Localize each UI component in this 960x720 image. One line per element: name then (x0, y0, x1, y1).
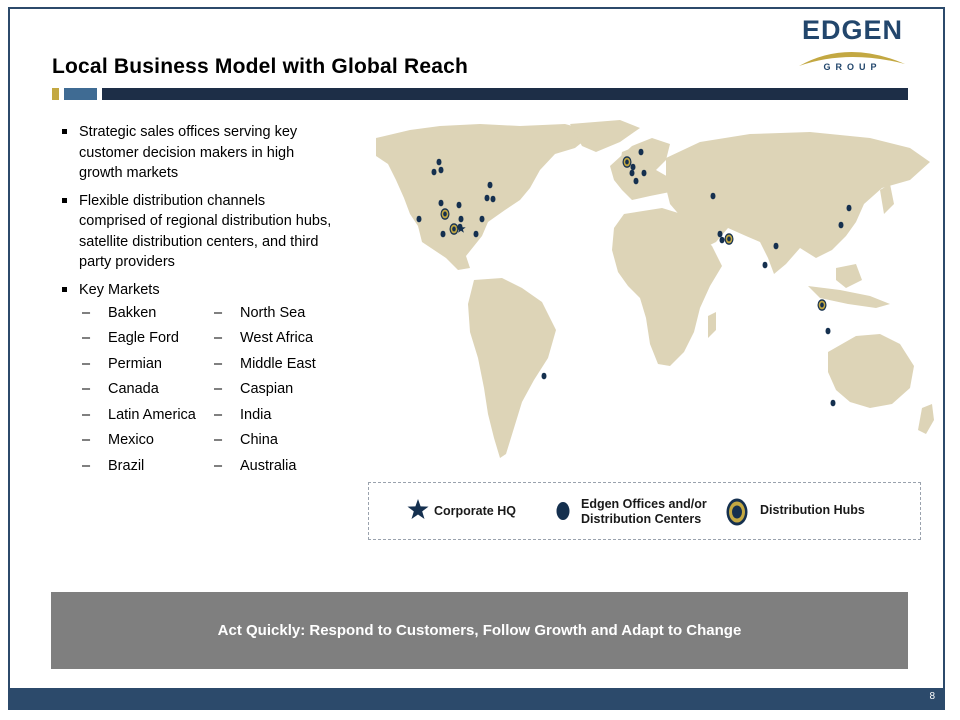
bullet-item (62, 122, 332, 184)
office-marker (711, 193, 716, 200)
tagline-banner: Act Quickly: Respond to Customers, Follow Growth and Adapt to Change (51, 592, 908, 669)
distribution-hub-marker (725, 233, 734, 245)
market-item: – Latin America (82, 407, 196, 423)
office-marker (826, 328, 831, 335)
office-marker (488, 182, 493, 189)
office-marker (491, 196, 496, 203)
legend-hq-label: Corporate HQ (434, 504, 516, 518)
world-map (370, 118, 940, 463)
office-marker (459, 216, 464, 223)
office-marker (485, 195, 490, 202)
office-marker (457, 202, 462, 209)
office-marker (720, 237, 725, 244)
borneo-shape (836, 264, 862, 288)
south-america-shape (468, 278, 556, 458)
office-marker (480, 216, 485, 223)
market-item: – India (214, 407, 272, 423)
office-marker (718, 231, 723, 238)
office-marker (417, 216, 422, 223)
office-marker (439, 167, 444, 174)
office-marker (639, 149, 644, 156)
distribution-hub-marker (623, 156, 632, 168)
office-marker (642, 170, 647, 177)
office-marker (839, 222, 844, 229)
continents (376, 120, 934, 458)
office-marker (437, 159, 442, 166)
bullet-item (62, 280, 332, 301)
title-rule-gold (52, 88, 59, 100)
edgen-logo (795, 15, 910, 77)
office-marker (474, 231, 479, 238)
footer-bar (8, 688, 945, 710)
market-item: – Australia (214, 458, 297, 474)
legend-offices-label (581, 497, 707, 527)
title-rule-blue (64, 88, 97, 100)
market-item: – Brazil (82, 458, 145, 474)
market-item: – West Africa (214, 330, 314, 346)
office-marker (630, 170, 635, 177)
market-item: – Canada (82, 381, 159, 397)
corporate-hq-star-icon (407, 499, 429, 521)
bullet-item (62, 191, 332, 273)
australia-shape (828, 334, 914, 408)
map-legend (368, 482, 921, 540)
office-marker (774, 243, 779, 250)
distribution-hub-icon (726, 498, 748, 526)
japan-shape (880, 184, 894, 214)
office-marker (542, 373, 547, 380)
office-marker (432, 169, 437, 176)
market-item: – China (214, 432, 278, 448)
distribution-hub-marker (450, 223, 459, 235)
logo-subtext: GROUP (823, 62, 882, 72)
office-marker (631, 164, 636, 171)
new-zealand-shape (918, 404, 934, 434)
office-marker (441, 231, 446, 238)
distribution-hub-marker (441, 208, 450, 220)
europe-shape (610, 138, 670, 200)
title-rule-navy (102, 88, 908, 100)
logo-wordmark: EDGEN (801, 15, 904, 45)
slide-title: Local Business Model with Global Reach (52, 55, 469, 78)
page-number: 8 (929, 691, 935, 702)
market-item: – Permian (82, 356, 162, 372)
office-marker (763, 262, 768, 269)
legend-offices-line1: Edgen Offices and/or (581, 497, 707, 511)
greenland-shape (570, 120, 640, 152)
office-marker (847, 205, 852, 212)
market-item: – North Sea (214, 305, 306, 321)
market-item: – Caspian (214, 381, 294, 397)
office-marker-icon (556, 501, 570, 521)
bullet-list (62, 122, 332, 307)
legend-hubs-label: Distribution Hubs (760, 503, 865, 517)
market-item: – Bakken (82, 305, 157, 321)
legend-offices-line2: Distribution Centers (581, 512, 702, 526)
bullet-text: Flexible distribution channels comprised of regional distribution hubs, satellite distribution centers, and third party providers (79, 192, 332, 270)
market-item: – Middle East (214, 356, 316, 372)
bullet-text: Strategic sales offices serving key customer decision makers in high growth markets (79, 124, 298, 181)
madagascar-shape (708, 312, 716, 338)
distribution-hub-marker (818, 299, 827, 311)
office-marker (634, 178, 639, 185)
office-marker (439, 200, 444, 207)
bullet-text: Key Markets (79, 281, 160, 298)
market-item: – Mexico (82, 432, 154, 448)
office-marker (831, 400, 836, 407)
market-item: – Eagle Ford (82, 330, 179, 346)
